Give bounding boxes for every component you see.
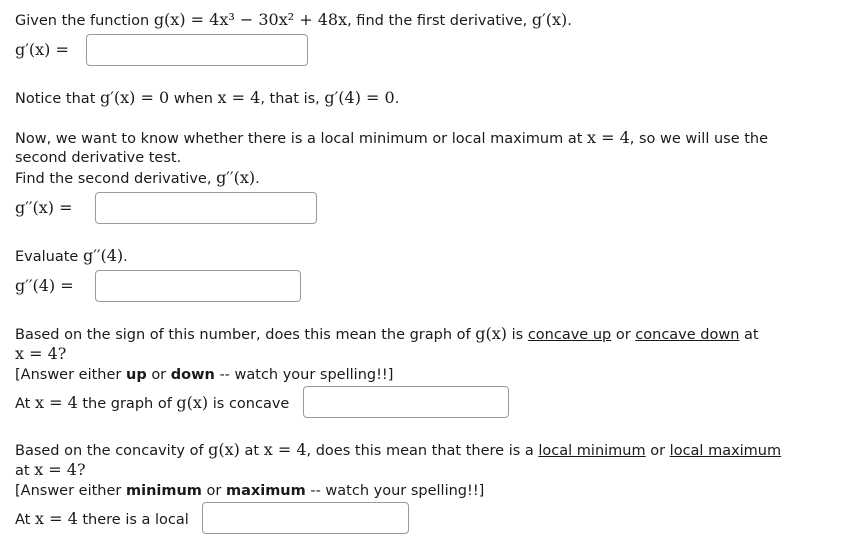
q4-l3e: -- watch your spelling!!] — [219, 367, 394, 383]
q3-text — [15, 246, 128, 267]
q3-textc: . — [123, 249, 128, 265]
q5-l3a: [Answer either — [15, 483, 122, 499]
q1-derivative-symbol: g′(x) — [531, 10, 568, 29]
q4-l3b: up — [126, 367, 147, 383]
q5-l1b: g(x) — [208, 440, 240, 459]
q5-l3d: maximum — [225, 483, 306, 499]
notice-d: x = 4 — [217, 88, 261, 107]
notice-b: g′(x) = 0 — [100, 88, 170, 107]
q5-answer-label — [15, 507, 189, 532]
q5-l2b: x = 4? — [34, 460, 86, 479]
q4-l3a: [Answer either — [15, 367, 122, 383]
q4-l4d: g(x) — [176, 393, 209, 412]
q4-l4c: the graph of — [82, 396, 172, 412]
q2-line1 — [15, 128, 768, 149]
q4-l3c: or — [151, 367, 167, 383]
q3-label: g′′(4) = — [15, 276, 74, 295]
q5-l4b: x = 4 — [34, 509, 78, 528]
q5-line3 — [15, 481, 484, 501]
q4-l1a: Based on the sign of this number, does this mean the graph of — [15, 327, 471, 343]
q4-l1b: g(x) — [475, 324, 507, 343]
q4-l4b: x = 4 — [34, 393, 78, 412]
q3-textb: g′′(4) — [82, 246, 124, 265]
q4-answer-label — [15, 391, 289, 416]
q1-function: g(x) = 4x³ − 30x² + 48x — [153, 10, 348, 29]
q4-line1 — [15, 324, 759, 345]
q2-label: g′′(x) = — [15, 198, 73, 217]
notice-a: Notice that — [15, 91, 96, 107]
notice-g: . — [394, 91, 400, 107]
q4-l4a: At — [15, 396, 31, 412]
q1-tail: , find the first derivative, — [347, 13, 528, 29]
local-maximum-term: local maximum — [669, 443, 782, 459]
second-derivative-input[interactable] — [95, 192, 317, 224]
q1-end: . — [567, 13, 572, 29]
q2-line3a: Find the second derivative, — [15, 171, 212, 187]
q4-l4e: is concave — [212, 396, 290, 412]
q3-texta: Evaluate — [15, 249, 79, 265]
q4-l3d: down — [170, 367, 215, 383]
first-derivative-input[interactable] — [86, 34, 308, 66]
notice-text — [15, 88, 399, 109]
q4-line3 — [15, 365, 393, 385]
q2-line3c: . — [255, 171, 260, 187]
concave-down-term: concave down — [635, 327, 740, 343]
q5-l3c: or — [206, 483, 222, 499]
second-derivative-at-4-input[interactable] — [95, 270, 301, 302]
q4-l1g: at — [744, 327, 759, 343]
concavity-input[interactable] — [303, 386, 509, 418]
q2-line2: second derivative test. — [15, 150, 182, 166]
notice-e: , that is, — [260, 91, 320, 107]
q1-prompt — [15, 10, 572, 31]
q4-l1c: is — [511, 327, 524, 343]
q5-l1g: or — [650, 443, 666, 459]
q1-label: g′(x) = — [15, 40, 69, 59]
q1-intro: Given the function — [15, 13, 150, 29]
q5-line2 — [15, 460, 86, 481]
q5-l1e: , does this mean that there is a — [306, 443, 534, 459]
concave-up-term: concave up — [527, 327, 612, 343]
extremum-input[interactable] — [202, 502, 409, 534]
q4-line2: x = 4? — [15, 344, 67, 363]
local-minimum-term: local minimum — [538, 443, 646, 459]
q2-line3 — [15, 168, 260, 189]
q2-line1b: x = 4 — [587, 128, 630, 147]
q2-line1c: , so we will use the — [629, 131, 769, 147]
q5-l1d: x = 4 — [263, 440, 307, 459]
q2-line3b: g′′(x) — [216, 168, 256, 187]
q5-line1 — [15, 440, 781, 461]
q5-l1c: at — [244, 443, 260, 459]
q5-l1a: Based on the concavity of — [15, 443, 204, 459]
notice-c: when — [173, 91, 213, 107]
q5-l2a: at — [15, 463, 30, 479]
q5-l3b: minimum — [126, 483, 202, 499]
q5-l4a: At — [15, 512, 31, 528]
notice-f: g′(4) = 0 — [324, 88, 395, 107]
q5-l4c: there is a local — [82, 512, 189, 528]
q2-line1a: Now, we want to know whether there is a local minimum or local maximum at — [15, 131, 583, 147]
q5-l3e: -- watch your spelling!!] — [310, 483, 485, 499]
q4-l1e: or — [615, 327, 631, 343]
